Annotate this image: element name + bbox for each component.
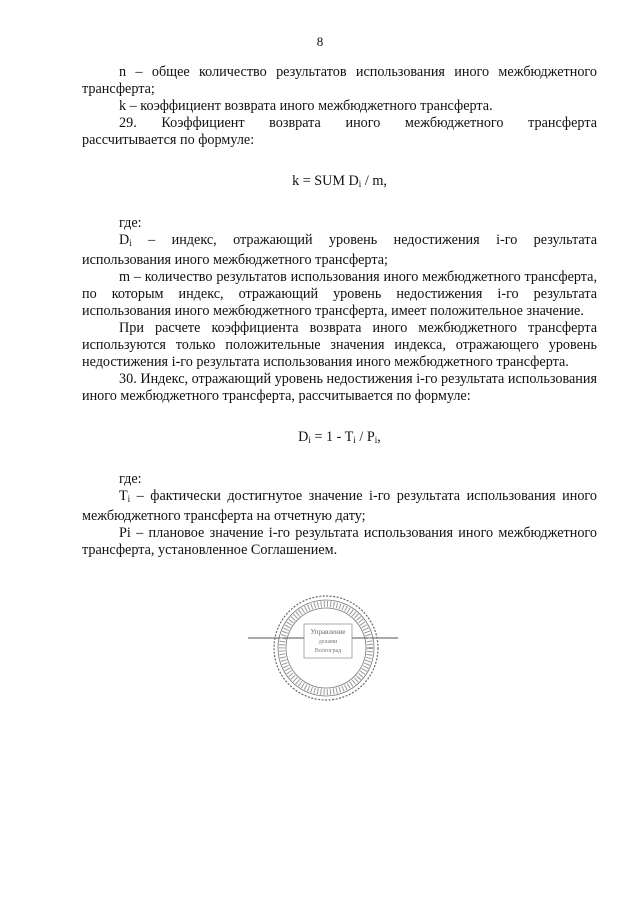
paragraph-ti-definition: $T_i$ – фактически достигнутое значение i-го результата использования иного межбюджетного трансферта на отчетную дату; bbox=[82, 488, 597, 524]
paragraph-positive-values: При расчете коэффициента возврата иного межбюджетного трансферта используются только положительные значения индекса, отражающего уровень недостижения i-го результата использования иного межбюджетного трансферта. bbox=[82, 320, 597, 370]
seal-line-1: Управление bbox=[310, 628, 346, 636]
seal-line-2: делами bbox=[318, 639, 338, 645]
paragraph-29-line2: рассчитывается по формуле: bbox=[82, 132, 255, 148]
paragraph-k-definition: k – коэффициент возврата иного межбюджетного трансферта. bbox=[119, 98, 493, 114]
seal-line-3: Волгоград bbox=[314, 648, 342, 654]
paragraph-29-line1: 29. Коэффициент возврата иного межбюджетного трансферта bbox=[119, 115, 597, 131]
paragraph-di-definition: $D_i$ – индекс, отражающий уровень недостижения i-го результата использования иного межбюджетного трансферта; bbox=[82, 232, 597, 268]
where-label-2: где: bbox=[119, 471, 142, 487]
page-number: 8 bbox=[316, 34, 324, 49]
paragraph-30: 30. Индекс, отражающий уровень недостижения i-го результата использования иного межбюджетного трансферта, рассчитывается по формуле: bbox=[82, 371, 597, 404]
where-label-1: где: bbox=[119, 215, 142, 231]
formula-di: $D_i = 1 - T_i / P_i$, bbox=[298, 429, 381, 445]
official-seal-stamp bbox=[248, 588, 398, 708]
paragraph-n-definition: n – общее количество результатов использования иного межбюджетного трансферта; bbox=[82, 64, 597, 97]
document-body bbox=[82, 64, 597, 559]
paragraph-pi-definition: Pi – плановое значение i-го результата использования иного межбюджетного трансферта, установленное Соглашением. bbox=[82, 525, 597, 558]
formula-k: k = SUM $D_i$ / m, bbox=[292, 173, 387, 189]
paragraph-m-definition: m – количество результатов использования иного межбюджетного трансферта, по которым индекс, отражающий уровень недостижения i-го результата использования иного межбюджетного трансферта, имеет положительное значение. bbox=[82, 269, 597, 319]
